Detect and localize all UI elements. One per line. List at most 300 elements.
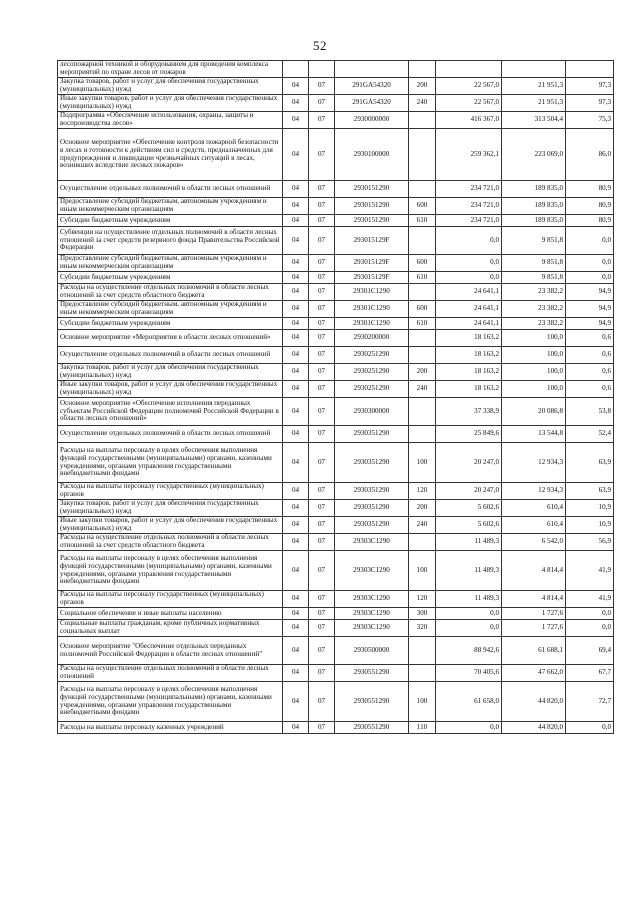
executed-amount-cell: 23 382,2 <box>502 318 566 330</box>
executed-amount-cell: 610,4 <box>502 517 566 534</box>
execution-percent-cell: 94,9 <box>566 301 614 318</box>
section-code-cell: 04 <box>283 722 309 734</box>
target-article-cell: 2930351290 <box>335 500 409 517</box>
table-row <box>58 215 614 227</box>
planned-amount-cell: 416 367,0 <box>436 112 502 129</box>
execution-percent-cell: 10,9 <box>566 517 614 534</box>
planned-amount-cell: 0,0 <box>436 620 502 637</box>
execution-percent-cell: 97,3 <box>566 78 614 95</box>
table-row <box>58 517 614 534</box>
target-article-cell: 2930251290 <box>335 347 409 364</box>
planned-amount-cell: 5 602,6 <box>436 517 502 534</box>
subsection-code-cell: 07 <box>309 682 335 722</box>
expense-name-cell: Расходы на выплаты персоналу в целях обеспечения выполнения функций государственными (муниципальными) органами, казенными учреждениями, органами управления государственными внебюджетными фондами <box>58 443 283 483</box>
expense-name-cell: Осуществление отдельных полномочий в области лесных отношений <box>58 347 283 364</box>
execution-percent-cell: 80,9 <box>566 198 614 215</box>
planned-amount-cell: 18 163,2 <box>436 347 502 364</box>
planned-amount-cell: 18 163,2 <box>436 364 502 381</box>
expense-name-cell: Социальное обеспечение и иные выплаты населению <box>58 608 283 620</box>
expense-name-cell: Иные закупки товаров, работ и услуг для обеспечения государственных (муниципальных) нужд <box>58 381 283 398</box>
expense-type-cell <box>409 227 436 255</box>
table-row <box>58 364 614 381</box>
section-code-cell: 04 <box>283 551 309 591</box>
execution-percent-cell: 97,3 <box>566 95 614 112</box>
execution-percent-cell: 80,9 <box>566 181 614 198</box>
expense-name-cell: Предоставление субсидий бюджетным, автономным учреждениям и иным некоммерческим организациям <box>58 198 283 215</box>
expense-type-cell: 610 <box>409 318 436 330</box>
expense-type-cell: 120 <box>409 591 436 608</box>
expense-name-cell: Расходы на осуществление отдельных полномочий в области лесных отношений <box>58 665 283 682</box>
subsection-code-cell: 07 <box>309 398 335 426</box>
executed-amount-cell: 44 820,0 <box>502 682 566 722</box>
planned-amount-cell: 20 247,0 <box>436 443 502 483</box>
section-code-cell: 04 <box>283 608 309 620</box>
table-row <box>58 272 614 284</box>
table-row <box>58 443 614 483</box>
planned-amount-cell: 0,0 <box>436 272 502 284</box>
section-code-cell: 04 <box>283 620 309 637</box>
expense-type-cell <box>409 284 436 301</box>
expense-name-cell: Социальные выплаты гражданам, кроме публичных нормативных социальных выплат <box>58 620 283 637</box>
executed-amount-cell: 100,0 <box>502 330 566 347</box>
budget-table <box>57 60 614 734</box>
target-article-cell: 2930351290 <box>335 426 409 443</box>
planned-amount-cell: 25 849,6 <box>436 426 502 443</box>
target-article-cell: 2930251290 <box>335 381 409 398</box>
execution-percent-cell: 53,8 <box>566 398 614 426</box>
expense-type-cell <box>409 426 436 443</box>
table-row <box>58 637 614 665</box>
expense-type-cell: 610 <box>409 215 436 227</box>
section-code-cell: 04 <box>283 255 309 272</box>
subsection-code-cell: 07 <box>309 722 335 734</box>
section-code-cell: 04 <box>283 330 309 347</box>
subsection-code-cell: 07 <box>309 78 335 95</box>
planned-amount-cell: 0,0 <box>436 722 502 734</box>
execution-percent-cell: 0,0 <box>566 722 614 734</box>
target-article-cell: 2930100000 <box>335 129 409 181</box>
execution-percent-cell: 56,9 <box>566 534 614 551</box>
target-article-cell: 29301С1290 <box>335 301 409 318</box>
target-article-cell: 293015129F <box>335 272 409 284</box>
section-code-cell: 04 <box>283 364 309 381</box>
target-article-cell: 2930151290 <box>335 198 409 215</box>
execution-percent-cell: 86,0 <box>566 129 614 181</box>
expense-type-cell: 120 <box>409 483 436 500</box>
table-row <box>58 722 614 734</box>
table-row <box>58 284 614 301</box>
expense-name-cell: Иные закупки товаров, работ и услуг для обеспечения государственных (муниципальных) нужд <box>58 95 283 112</box>
executed-amount-cell: 610,4 <box>502 500 566 517</box>
planned-amount-cell: 234 721,0 <box>436 198 502 215</box>
executed-amount-cell: 189 835,0 <box>502 181 566 198</box>
expense-type-cell <box>409 112 436 129</box>
planned-amount-cell: 11 489,3 <box>436 591 502 608</box>
expense-name-cell: Субсидии бюджетным учреждениям <box>58 318 283 330</box>
planned-amount-cell: 18 163,2 <box>436 330 502 347</box>
target-article-cell: 2930500000 <box>335 637 409 665</box>
executed-amount-cell: 21 951,3 <box>502 95 566 112</box>
expense-type-cell: 600 <box>409 255 436 272</box>
target-article-cell: 2930351290 <box>335 483 409 500</box>
table-row <box>58 330 614 347</box>
table-row <box>58 381 614 398</box>
table-row <box>58 534 614 551</box>
expense-name-cell: Расходы на осуществление отдельных полномочий в области лесных отношений за счет средств областного бюджета <box>58 284 283 301</box>
subsection-code-cell: 07 <box>309 95 335 112</box>
expense-name-cell: Основное мероприятие "Обеспечение отдельных переданных полномочий Российской Федерации в области лесных отношений" <box>58 637 283 665</box>
executed-amount-cell: 23 382,2 <box>502 301 566 318</box>
subsection-code-cell: 07 <box>309 551 335 591</box>
planned-amount-cell: 37 338,9 <box>436 398 502 426</box>
target-article-cell: 29303С1290 <box>335 591 409 608</box>
table-row <box>58 551 614 591</box>
expense-name-cell: Субвенции на осуществление отдельных полномочий в области лесных отношений за счет средств резервного фонда Правительства Российской Федерации <box>58 227 283 255</box>
executed-amount-cell: 20 086,8 <box>502 398 566 426</box>
target-article-cell: 2930000000 <box>335 112 409 129</box>
target-article-cell: 2930200000 <box>335 330 409 347</box>
section-code-cell: 04 <box>283 227 309 255</box>
expense-name-cell: Закупка товаров, работ и услуг для обеспечения государственных (муниципальных) нужд <box>58 500 283 517</box>
expense-name-cell: Расходы на выплаты персоналу в целях обеспечения выполнения функций государственными (муниципальными) органами, казенными учреждениями, органами управления государственными внебюджетными фондами <box>58 682 283 722</box>
executed-amount-cell: 9 851,8 <box>502 272 566 284</box>
expense-name-cell: Основное мероприятие «Мероприятия в области лесных отношений» <box>58 330 283 347</box>
execution-percent-cell: 94,9 <box>566 284 614 301</box>
expense-name-cell: Предоставление субсидий бюджетным, автономным учреждениям и иным некоммерческим организациям <box>58 255 283 272</box>
target-article-cell: 293015129F <box>335 227 409 255</box>
subsection-code-cell: 07 <box>309 330 335 347</box>
section-code-cell: 04 <box>283 483 309 500</box>
execution-percent-cell: 80,9 <box>566 215 614 227</box>
expense-type-cell: 600 <box>409 198 436 215</box>
table-row <box>58 318 614 330</box>
section-code-cell: 04 <box>283 112 309 129</box>
expense-name-cell: Закупка товаров, работ и услуг для обеспечения государственных (муниципальных) нужд <box>58 364 283 381</box>
section-code-cell: 04 <box>283 637 309 665</box>
target-article-cell: 2930551290 <box>335 682 409 722</box>
target-article-cell: 29303С1290 <box>335 534 409 551</box>
target-article-cell: 2930351290 <box>335 517 409 534</box>
expense-type-cell: 240 <box>409 95 436 112</box>
page-number: 52 <box>313 38 327 53</box>
execution-percent-cell: 0,0 <box>566 620 614 637</box>
execution-percent-cell: 75,3 <box>566 112 614 129</box>
planned-amount-cell: 11 489,3 <box>436 551 502 591</box>
section-code-cell: 04 <box>283 517 309 534</box>
expense-name-cell: Субсидии бюджетным учреждениям <box>58 272 283 284</box>
section-code-cell: 04 <box>283 198 309 215</box>
executed-amount-cell: 21 951,3 <box>502 78 566 95</box>
subsection-code-cell: 07 <box>309 426 335 443</box>
expense-name-cell: лесопожарной техникой и оборудованием для проведения комплекса мероприятий по охране лесов от пожаров <box>58 61 283 78</box>
subsection-code-cell: 07 <box>309 665 335 682</box>
execution-percent-cell: 72,7 <box>566 682 614 722</box>
planned-amount-cell: 22 567,0 <box>436 95 502 112</box>
expense-name-cell: Расходы на выплаты персоналу казенных учреждений <box>58 722 283 734</box>
section-code-cell: 04 <box>283 398 309 426</box>
target-article-cell: 2930251290 <box>335 364 409 381</box>
expense-type-cell <box>409 637 436 665</box>
execution-percent-cell: 0,6 <box>566 330 614 347</box>
section-code-cell: 04 <box>283 95 309 112</box>
expense-name-cell: Расходы на выплаты персоналу государственных (муниципальных) органов <box>58 483 283 500</box>
target-article-cell: 2930551290 <box>335 722 409 734</box>
planned-amount-cell <box>436 61 502 78</box>
subsection-code-cell: 07 <box>309 620 335 637</box>
subsection-code-cell: 07 <box>309 500 335 517</box>
subsection-code-cell: 07 <box>309 443 335 483</box>
execution-percent-cell: 0,0 <box>566 255 614 272</box>
planned-amount-cell: 24 641,1 <box>436 318 502 330</box>
executed-amount-cell: 4 814,4 <box>502 551 566 591</box>
planned-amount-cell: 22 567,0 <box>436 78 502 95</box>
execution-percent-cell: 63,9 <box>566 483 614 500</box>
table-row <box>58 198 614 215</box>
expense-name-cell: Расходы на выплаты персоналу в целях обеспечения выполнения функций государственными (муниципальными) органами, казенными учреждениями, органами управления государственными внебюджетными фондами <box>58 551 283 591</box>
section-code-cell: 04 <box>283 318 309 330</box>
expense-type-cell <box>409 347 436 364</box>
executed-amount-cell: 12 934,3 <box>502 483 566 500</box>
target-article-cell: 2930151290 <box>335 215 409 227</box>
execution-percent-cell: 63,9 <box>566 443 614 483</box>
executed-amount-cell: 9 851,8 <box>502 227 566 255</box>
target-article-cell: 2930351290 <box>335 443 409 483</box>
target-article-cell: 2930300000 <box>335 398 409 426</box>
target-article-cell: 291GA54320 <box>335 78 409 95</box>
execution-percent-cell: 94,9 <box>566 318 614 330</box>
expense-type-cell: 100 <box>409 682 436 722</box>
section-code-cell: 04 <box>283 665 309 682</box>
expense-type-cell: 200 <box>409 78 436 95</box>
expense-name-cell: Основное мероприятие «Обеспечение исполнения переданных субъектам Российской Федерации полномочий Российской Федерации в области лесных отношений» <box>58 398 283 426</box>
subsection-code-cell: 07 <box>309 364 335 381</box>
table-row <box>58 112 614 129</box>
subsection-code-cell: 07 <box>309 347 335 364</box>
planned-amount-cell: 61 658,0 <box>436 682 502 722</box>
executed-amount-cell: 100,0 <box>502 364 566 381</box>
executed-amount-cell: 189 835,0 <box>502 215 566 227</box>
expense-name-cell: Субсидии бюджетным учреждениям <box>58 215 283 227</box>
section-code-cell: 04 <box>283 443 309 483</box>
section-code-cell: 04 <box>283 381 309 398</box>
expense-name-cell: Иные закупки товаров, работ и услуг для обеспечения государственных (муниципальных) нужд <box>58 517 283 534</box>
table-row <box>58 181 614 198</box>
expense-name-cell: Расходы на осуществление отдельных полномочий в области лесных отношений за счет средств областного бюджета <box>58 534 283 551</box>
section-code-cell: 04 <box>283 301 309 318</box>
table-row <box>58 398 614 426</box>
planned-amount-cell: 70 405,6 <box>436 665 502 682</box>
executed-amount-cell <box>502 61 566 78</box>
section-code-cell: 04 <box>283 682 309 722</box>
subsection-code-cell: 07 <box>309 215 335 227</box>
executed-amount-cell: 12 934,3 <box>502 443 566 483</box>
executed-amount-cell: 61 688,1 <box>502 637 566 665</box>
table-row <box>58 129 614 181</box>
expense-type-cell <box>409 330 436 347</box>
executed-amount-cell: 189 835,0 <box>502 198 566 215</box>
expense-name-cell: Расходы на выплаты персоналу государственных (муниципальных) органов <box>58 591 283 608</box>
planned-amount-cell: 24 641,1 <box>436 301 502 318</box>
table-row <box>58 591 614 608</box>
expense-type-cell: 610 <box>409 272 436 284</box>
section-code-cell: 04 <box>283 534 309 551</box>
target-article-cell <box>335 61 409 78</box>
table-row <box>58 483 614 500</box>
subsection-code-cell: 07 <box>309 198 335 215</box>
expense-name-cell: Предоставление субсидий бюджетным, автономным учреждениям и иным некоммерческим организациям <box>58 301 283 318</box>
executed-amount-cell: 13 544,8 <box>502 426 566 443</box>
executed-amount-cell: 9 851,8 <box>502 255 566 272</box>
section-code-cell: 04 <box>283 426 309 443</box>
planned-amount-cell: 20 247,0 <box>436 483 502 500</box>
execution-percent-cell: 10,9 <box>566 500 614 517</box>
target-article-cell: 291GA54320 <box>335 95 409 112</box>
expense-type-cell: 110 <box>409 722 436 734</box>
expense-name-cell: Осуществление отдельных полномочий в области лесных отношений <box>58 426 283 443</box>
executed-amount-cell: 1 727,6 <box>502 608 566 620</box>
subsection-code-cell: 07 <box>309 517 335 534</box>
subsection-code-cell: 07 <box>309 381 335 398</box>
subsection-code-cell <box>309 61 335 78</box>
expense-type-cell: 200 <box>409 500 436 517</box>
section-code-cell: 04 <box>283 347 309 364</box>
execution-percent-cell: 52,4 <box>566 426 614 443</box>
planned-amount-cell: 88 942,6 <box>436 637 502 665</box>
expense-type-cell <box>409 61 436 78</box>
table-row <box>58 301 614 318</box>
subsection-code-cell: 07 <box>309 129 335 181</box>
target-article-cell: 29303С1290 <box>335 551 409 591</box>
execution-percent-cell: 69,4 <box>566 637 614 665</box>
expense-type-cell: 240 <box>409 517 436 534</box>
expense-type-cell <box>409 181 436 198</box>
execution-percent-cell: 0,6 <box>566 347 614 364</box>
subsection-code-cell: 07 <box>309 227 335 255</box>
section-code-cell: 04 <box>283 78 309 95</box>
execution-percent-cell: 41,9 <box>566 591 614 608</box>
subsection-code-cell: 07 <box>309 591 335 608</box>
table-row <box>58 665 614 682</box>
section-code-cell <box>283 61 309 78</box>
section-code-cell: 04 <box>283 272 309 284</box>
execution-percent-cell <box>566 61 614 78</box>
executed-amount-cell: 23 382,2 <box>502 284 566 301</box>
subsection-code-cell: 07 <box>309 534 335 551</box>
executed-amount-cell: 6 542,0 <box>502 534 566 551</box>
planned-amount-cell: 24 641,1 <box>436 284 502 301</box>
target-article-cell: 2930151290 <box>335 181 409 198</box>
expense-type-cell: 100 <box>409 443 436 483</box>
target-article-cell: 29303С1290 <box>335 608 409 620</box>
expense-type-cell: 100 <box>409 551 436 591</box>
table-row <box>58 347 614 364</box>
table-row <box>58 620 614 637</box>
section-code-cell: 04 <box>283 284 309 301</box>
planned-amount-cell: 234 721,0 <box>436 215 502 227</box>
expense-name-cell: Основное мероприятие «Обеспечение контроля пожарной безопасности в лесах и готовности к действиям сил и средств, предназначенных для предупреждения и ликвидации чрезвычайных ситуаций в лесах, возникших вследствие лесных пожаров» <box>58 129 283 181</box>
planned-amount-cell: 259 362,1 <box>436 129 502 181</box>
expense-name-cell: Подпрограмма «Обеспечение использования, охраны, защиты и воспроизводства лесов» <box>58 112 283 129</box>
table-row <box>58 227 614 255</box>
planned-amount-cell: 11 489,3 <box>436 534 502 551</box>
expense-type-cell: 200 <box>409 364 436 381</box>
subsection-code-cell: 07 <box>309 608 335 620</box>
expense-name-cell: Закупка товаров, работ и услуг для обеспечения государственных (муниципальных) нужд <box>58 78 283 95</box>
expense-type-cell <box>409 129 436 181</box>
expense-type-cell: 240 <box>409 381 436 398</box>
execution-percent-cell: 0,6 <box>566 364 614 381</box>
subsection-code-cell: 07 <box>309 483 335 500</box>
planned-amount-cell: 0,0 <box>436 608 502 620</box>
target-article-cell: 2930551290 <box>335 665 409 682</box>
execution-percent-cell: 0,0 <box>566 272 614 284</box>
executed-amount-cell: 44 820,0 <box>502 722 566 734</box>
section-code-cell: 04 <box>283 591 309 608</box>
expense-name-cell: Осуществление отдельных полномочий в области лесных отношений <box>58 181 283 198</box>
target-article-cell: 29303С1290 <box>335 620 409 637</box>
section-code-cell: 04 <box>283 215 309 227</box>
expense-type-cell <box>409 534 436 551</box>
expense-type-cell <box>409 398 436 426</box>
executed-amount-cell: 4 814,4 <box>502 591 566 608</box>
table-row <box>58 608 614 620</box>
subsection-code-cell: 07 <box>309 181 335 198</box>
expense-type-cell: 300 <box>409 608 436 620</box>
subsection-code-cell: 07 <box>309 284 335 301</box>
subsection-code-cell: 07 <box>309 637 335 665</box>
planned-amount-cell: 18 163,2 <box>436 381 502 398</box>
table-row <box>58 255 614 272</box>
executed-amount-cell: 313 504,4 <box>502 112 566 129</box>
execution-percent-cell: 67,7 <box>566 665 614 682</box>
execution-percent-cell: 0,6 <box>566 381 614 398</box>
table-body <box>58 61 614 734</box>
execution-percent-cell: 0,0 <box>566 608 614 620</box>
section-code-cell: 04 <box>283 129 309 181</box>
execution-percent-cell: 41,9 <box>566 551 614 591</box>
target-article-cell: 293015129F <box>335 255 409 272</box>
planned-amount-cell: 0,0 <box>436 255 502 272</box>
expense-type-cell: 600 <box>409 301 436 318</box>
planned-amount-cell: 0,0 <box>436 227 502 255</box>
executed-amount-cell: 100,0 <box>502 347 566 364</box>
executed-amount-cell: 47 662,0 <box>502 665 566 682</box>
table-row <box>58 500 614 517</box>
subsection-code-cell: 07 <box>309 301 335 318</box>
planned-amount-cell: 5 602,6 <box>436 500 502 517</box>
expense-type-cell: 320 <box>409 620 436 637</box>
table-row <box>58 95 614 112</box>
target-article-cell: 29301С1290 <box>335 284 409 301</box>
target-article-cell: 29301С1290 <box>335 318 409 330</box>
execution-percent-cell: 0,0 <box>566 227 614 255</box>
table-row <box>58 78 614 95</box>
table-row <box>58 426 614 443</box>
executed-amount-cell: 1 727,6 <box>502 620 566 637</box>
subsection-code-cell: 07 <box>309 272 335 284</box>
subsection-code-cell: 07 <box>309 318 335 330</box>
executed-amount-cell: 223 069,0 <box>502 129 566 181</box>
section-code-cell: 04 <box>283 181 309 198</box>
subsection-code-cell: 07 <box>309 112 335 129</box>
table-row <box>58 682 614 722</box>
planned-amount-cell: 234 721,0 <box>436 181 502 198</box>
section-code-cell: 04 <box>283 500 309 517</box>
executed-amount-cell: 100,0 <box>502 381 566 398</box>
table-row <box>58 61 614 78</box>
subsection-code-cell: 07 <box>309 255 335 272</box>
expense-type-cell <box>409 665 436 682</box>
